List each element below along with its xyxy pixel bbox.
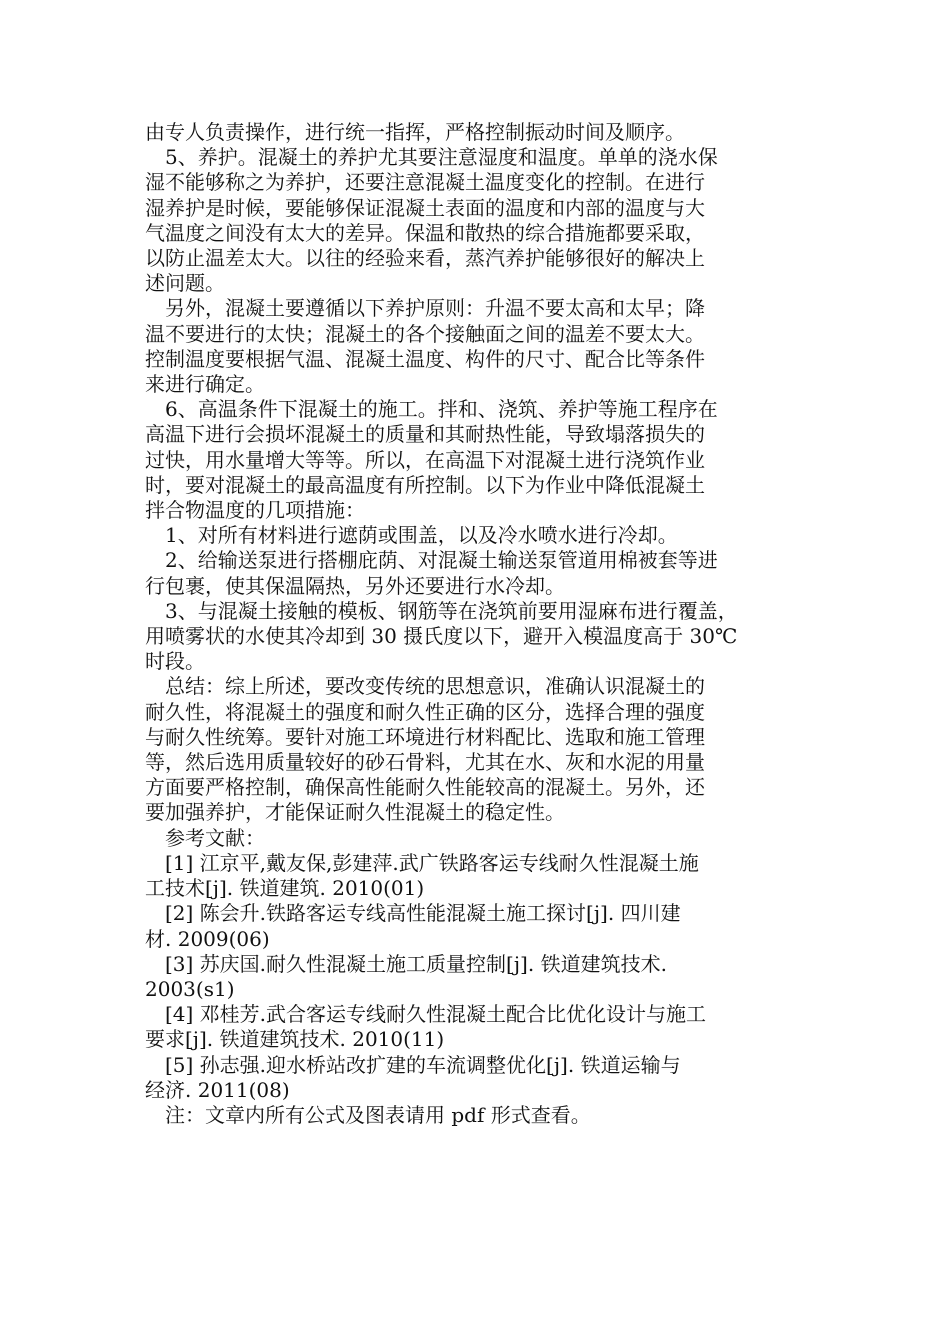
text-line: 来进行确定。 (145, 372, 265, 397)
text-line: 行包裹，使其保温隔热，另外还要进行水冷却。 (145, 573, 565, 598)
text-line: [1] 江京平,戴友保,彭建萍.武广铁路客运专线耐久性混凝土施 (145, 850, 699, 875)
text-line: [5] 孙志强.迎水桥站改扩建的车流调整优化[j]. 铁道运输与 (145, 1052, 681, 1077)
text-line: 另外，混凝土要遵循以下养护原则：升温不要太高和太早；降 (145, 296, 705, 321)
text-line: 述问题。 (145, 271, 225, 296)
text-line: [3] 苏庆国.耐久性混凝土施工质量控制[j]. 铁道建筑技术. (145, 951, 667, 976)
text-line: 耐久性，将混凝土的强度和耐久性正确的区分，选择合理的强度 (145, 699, 705, 724)
text-line: 温不要进行的太快；混凝土的各个接触面之间的温差不要太大。 (145, 321, 705, 346)
text-line: 经济. 2011(08) (145, 1077, 290, 1102)
text-line: 方面要严格控制，确保高性能耐久性能较高的混凝土。另外，还 (145, 775, 705, 800)
text-line: 湿不能够称之为养护，还要注意混凝土温度变化的控制。在进行 (145, 170, 705, 195)
text-line: 参考文献： (145, 825, 265, 850)
text-line: 时，要对混凝土的最高温度有所控制。以下为作业中降低混凝土 (145, 472, 705, 497)
text-line: [4] 邓桂芳.武合客运专线耐久性混凝土配合比优化设计与施工 (145, 1002, 707, 1027)
text-line: 时段。 (145, 649, 205, 674)
text-line: 用喷雾状的水使其冷却到 30 摄氏度以下，避开入模温度高于 30℃ (145, 624, 738, 649)
text-line: 工技术[j]. 铁道建筑. 2010(01) (145, 876, 425, 901)
text-line: 与耐久性统筹。要针对施工环境进行材料配比、选取和施工管理 (145, 724, 705, 749)
text-line: 注：文章内所有公式及图表请用 pdf 形式查看。 (145, 1102, 591, 1127)
text-line: 1、对所有材料进行遮荫或围盖，以及冷水喷水进行冷却。 (145, 523, 678, 548)
text-line: 3、与混凝土接触的模板、钢筋等在浇筑前要用湿麻布进行覆盖， (145, 598, 738, 623)
text-line: 高温下进行会损坏混凝土的质量和其耐热性能，导致塌落损失的 (145, 422, 705, 447)
text-line: 材. 2009(06) (145, 926, 270, 951)
text-line: 2、给输送泵进行搭棚庇荫、对混凝土输送泵管道用棉被套等进 (145, 548, 718, 573)
text-line: 由专人负责操作，进行统一指挥，严格控制振动时间及顺序。 (145, 120, 685, 144)
text-line: 要求[j]. 铁道建筑技术. 2010(11) (145, 1027, 445, 1052)
text-line: 6、高温条件下混凝土的施工。拌和、浇筑、养护等施工程序在 (145, 397, 718, 422)
text-line: 湿养护是时候，要能够保证混凝土表面的温度和内部的温度与大 (145, 195, 705, 220)
text-line: 气温度之间没有太大的差异。保温和散热的综合措施都要采取， (145, 220, 705, 245)
text-line: 等，然后选用质量较好的砂石骨料，尤其在水、灰和水泥的用量 (145, 750, 705, 775)
text-line: [2] 陈会升.铁路客运专线高性能混凝土施工探讨[j]. 四川建 (145, 901, 681, 926)
text-line: 拌合物温度的几项措施： (145, 498, 365, 523)
text-line: 总结：综上所述，要改变传统的思想意识，准确认识混凝土的 (145, 674, 705, 699)
text-line: 5、养护。混凝土的养护尤其要注意湿度和温度。单单的浇水保 (145, 145, 718, 170)
text-line: 控制温度要根据气温、混凝土温度、构件的尺寸、配合比等条件 (145, 346, 705, 371)
document-body (145, 120, 785, 1128)
text-line: 以防止温差太大。以往的经验来看，蒸汽养护能够很好的解决上 (145, 246, 705, 271)
text-line: 过快，用水量增大等等。所以，在高温下对混凝土进行浇筑作业 (145, 447, 705, 472)
text-line: 2003(s1) (145, 976, 235, 1001)
text-line: 要加强养护，才能保证耐久性混凝土的稳定性。 (145, 800, 565, 825)
